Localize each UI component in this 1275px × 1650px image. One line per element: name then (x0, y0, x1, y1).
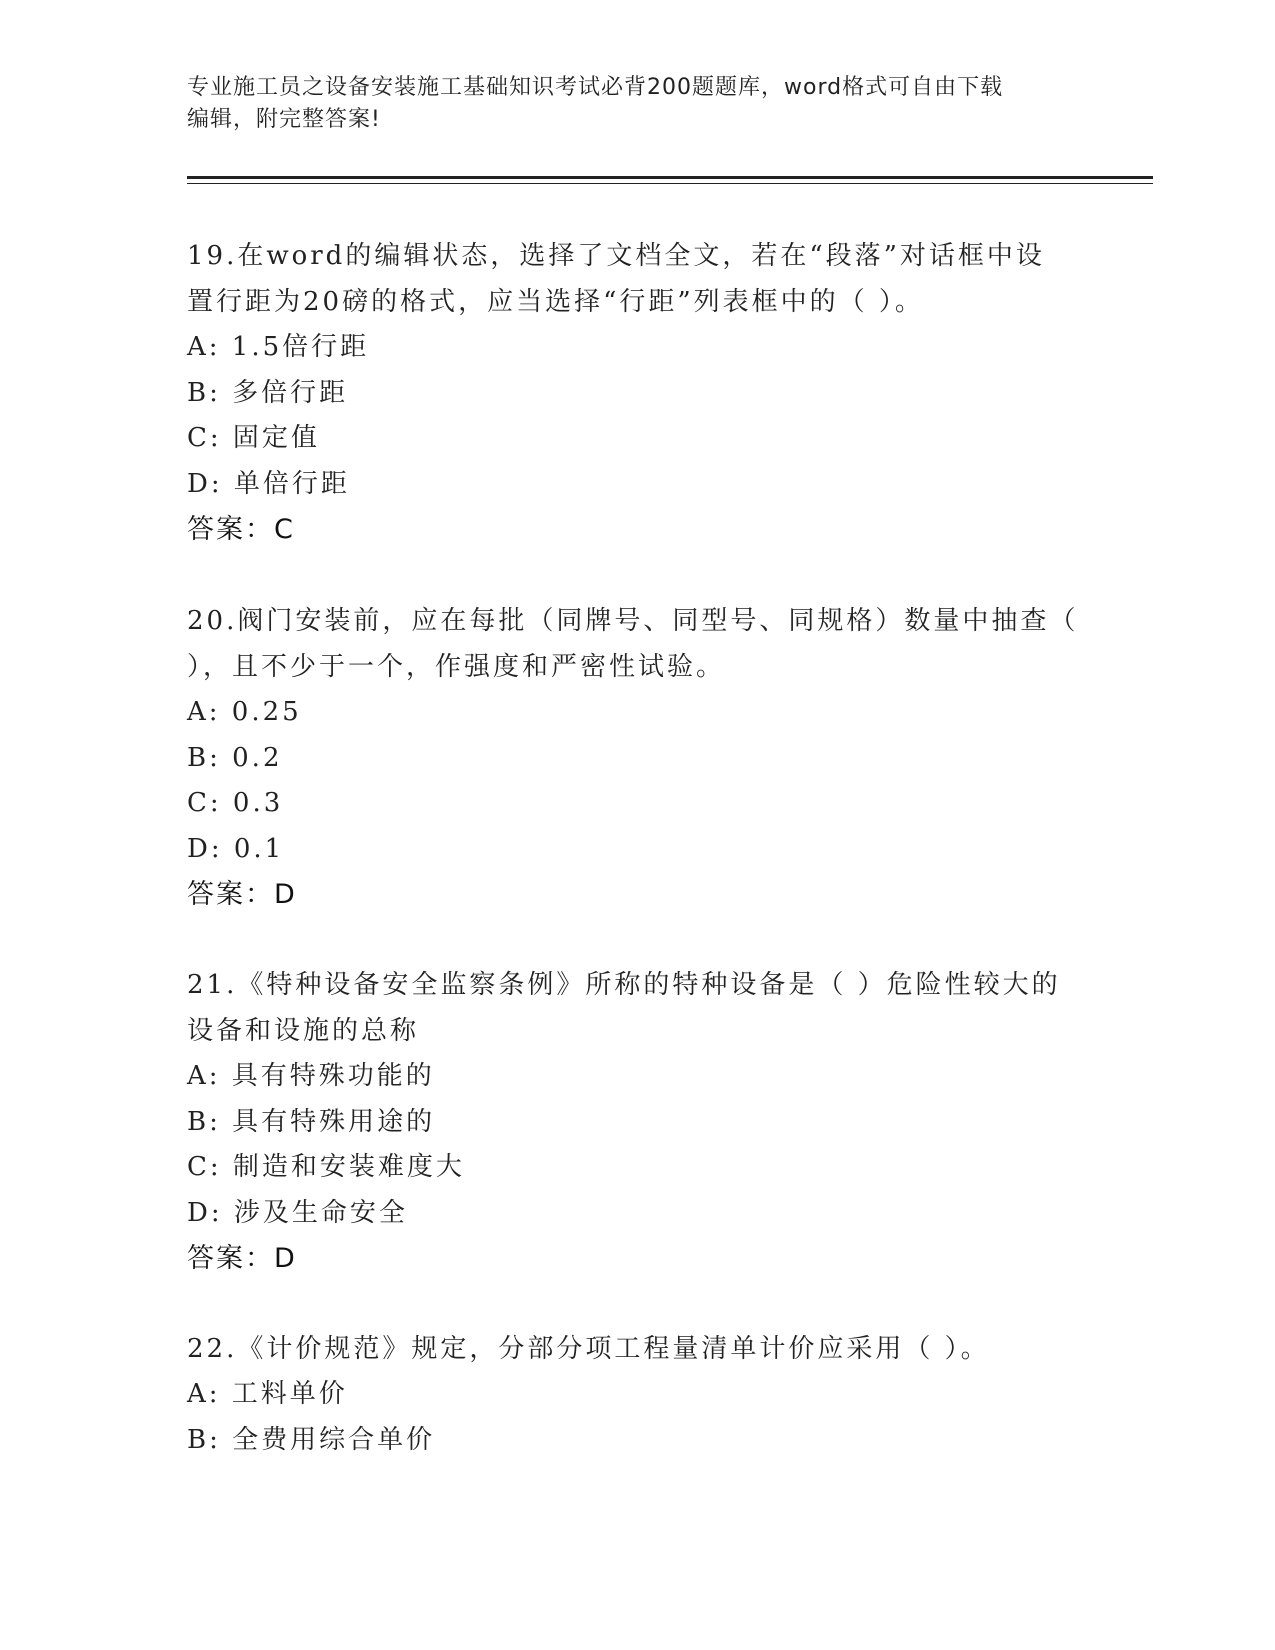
option-c: C: 制造和安装难度大 (187, 1152, 465, 1182)
document-header (187, 72, 1067, 136)
question-text-line: 22.《计价规范》规定，分部分项工程量清单计价应采用（ ）。 (187, 1334, 990, 1364)
answer-label: 答案：C (187, 514, 295, 545)
question-19 (187, 233, 1087, 553)
question-text-line: 21.《特种设备安全监察条例》所称的特种设备是（ ）危险性较大的 (187, 970, 1061, 1000)
question-text-line: 设备和设施的总称 (187, 1016, 420, 1046)
question-text-line: 19.在word的编辑状态，选择了文档全文，若在“段落”对话框中设 (187, 241, 1045, 271)
option-a: A: 工料单价 (187, 1379, 348, 1409)
header-line-1: 专业施工员之设备安装施工基础知识考试必背200题题库，word格式可自由下载 (187, 75, 1004, 100)
header-line-2: 编辑，附完整答案! (187, 107, 381, 132)
question-22 (187, 1326, 1087, 1463)
question-21 (187, 962, 1087, 1282)
option-c: C: 固定值 (187, 423, 320, 453)
answer-label: 答案：D (187, 1243, 297, 1274)
option-a: A: 0.25 (187, 697, 302, 727)
option-b: B: 0.2 (187, 742, 283, 773)
question-text-line: ），且不少于一个，作强度和严密性试验。 (187, 652, 726, 682)
question-20 (187, 598, 1087, 918)
option-c: C: 0.3 (187, 788, 284, 818)
answer-label: 答案：D (187, 879, 297, 910)
option-b: B: 全费用综合单价 (187, 1424, 436, 1455)
header-divider-thin (187, 183, 1153, 184)
option-a: A: 1.5倍行距 (187, 332, 370, 362)
option-b: B: 多倍行距 (187, 377, 349, 408)
header-divider-thick (187, 176, 1153, 179)
option-d: D: 单倍行距 (187, 468, 350, 499)
option-d: D: 涉及生命安全 (187, 1197, 408, 1228)
option-b: B: 具有特殊用途的 (187, 1106, 436, 1137)
option-d: D: 0.1 (187, 833, 285, 864)
option-a: A: 具有特殊功能的 (187, 1061, 435, 1091)
question-text-line: 置行距为20磅的格式，应当选择“行距”列表框中的（ ）。 (187, 287, 924, 317)
question-text-line: 20.阀门安装前，应在每批（同牌号、同型号、同规格）数量中抽查（ (187, 606, 1079, 636)
